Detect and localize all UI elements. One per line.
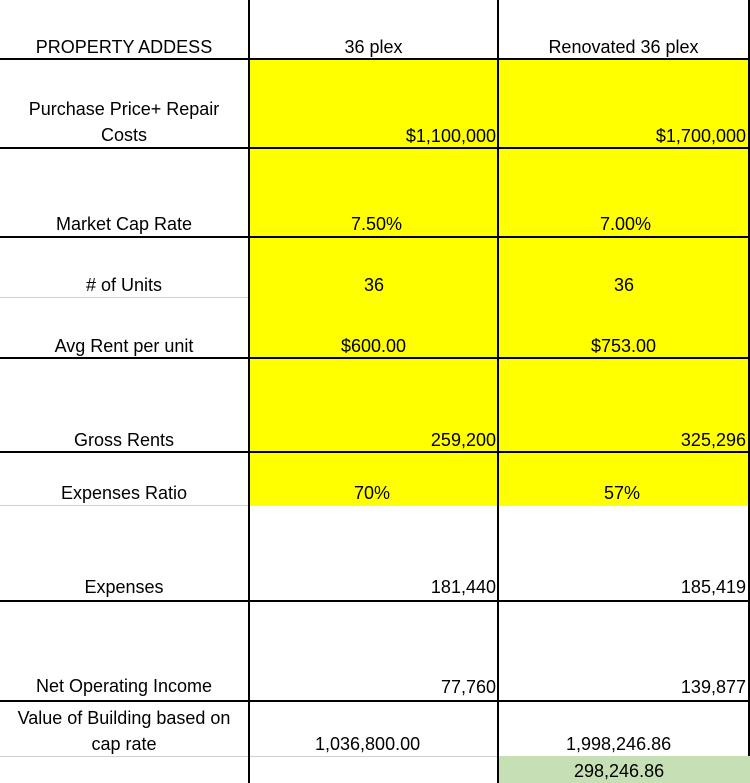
row-label-units[interactable]: # of Units — [85, 275, 163, 295]
grid-line — [248, 0, 250, 783]
purchase-col2[interactable]: $1,700,000 — [655, 126, 746, 146]
value-col1[interactable]: 1,036,800.00 — [315, 734, 421, 754]
row-label-cap-rate[interactable]: Market Cap Rate — [55, 214, 193, 234]
grid-line — [0, 600, 750, 602]
cap-rate-col1[interactable]: 7.50% — [351, 214, 403, 234]
row-label-value-line2: cap rate — [91, 734, 157, 754]
row-label-noi[interactable]: Net Operating Income — [35, 676, 213, 696]
grid-line — [0, 297, 250, 298]
cap-rate-col2[interactable]: 7.00% — [600, 214, 652, 234]
value-col2[interactable]: 1,998,246.86 — [566, 734, 672, 754]
noi-col2[interactable]: 139,877 — [680, 677, 746, 697]
gross-rents-col2[interactable]: 325,296 — [680, 430, 746, 450]
expenses-col2[interactable]: 185,419 — [680, 577, 746, 597]
units-col2[interactable]: 36 — [614, 275, 635, 295]
row-label-gross-rents[interactable]: Gross Rents — [73, 430, 175, 450]
row-label-purchase-line2: Costs — [100, 125, 147, 145]
grid-line — [497, 0, 499, 783]
difference-col2[interactable]: 298,246.86 — [574, 761, 665, 781]
grid-line — [0, 58, 750, 60]
row-label-expenses[interactable]: Expenses — [84, 577, 164, 597]
row-label-purchase-line1[interactable]: Purchase Price+ Repair — [28, 99, 220, 119]
avg-rent-col2[interactable]: $753.00 — [591, 336, 657, 356]
avg-rent-col1[interactable]: $600.00 — [341, 336, 407, 356]
grid-line — [0, 357, 750, 359]
expense-ratio-col2[interactable]: 57% — [604, 483, 641, 503]
grid-line — [0, 700, 750, 702]
units-col1[interactable]: 36 — [364, 275, 385, 295]
grid-line — [0, 451, 750, 453]
purchase-col1[interactable]: $1,100,000 — [405, 126, 496, 146]
grid-line — [0, 147, 750, 149]
noi-col1[interactable]: 77,760 — [440, 677, 496, 697]
header-col2[interactable]: Renovated 36 plex — [548, 37, 699, 57]
grid-line — [0, 236, 750, 238]
row-label-expense-ratio[interactable]: Expenses Ratio — [60, 483, 188, 503]
row-label-avg-rent[interactable]: Avg Rent per unit — [54, 336, 194, 356]
expenses-col1[interactable]: 181,440 — [430, 577, 496, 597]
header-col1[interactable]: 36 plex — [344, 37, 403, 57]
grid-line — [0, 505, 250, 506]
row-label-value-line1[interactable]: Value of Building based on — [17, 708, 231, 728]
expense-ratio-col1[interactable]: 70% — [354, 483, 391, 503]
gross-rents-col1[interactable]: 259,200 — [430, 430, 496, 450]
header-label[interactable]: PROPERTY ADDESS — [35, 37, 213, 57]
